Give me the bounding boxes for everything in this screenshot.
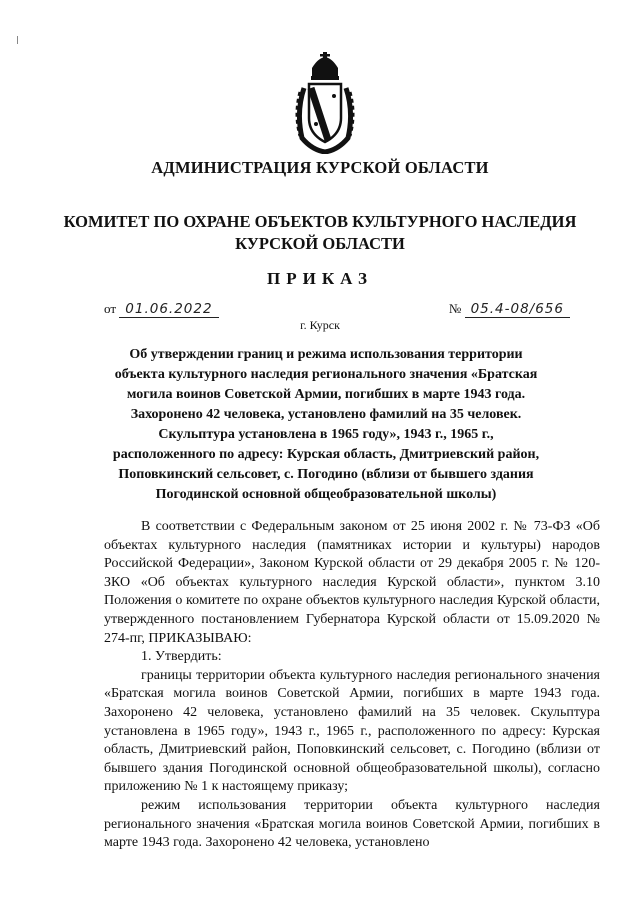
body-paragraph: границы территории объекта культурного наследия регионального значения «Братская могила воинов Советской Армии, погибших в марте 1943 года. Захоронено 42 человека, установлено фамилий на 35 человек. Скульптура установлена в 1965 году», 1943 г., 1965 г., расположенного по адресу: Курская область, Дмитриевский район, Поповкинский сельсовет, с. Погодино (вблизи от бывшего здания Погодинской основной общеобразовательной школы), согласно приложению № 1 к настоящему приказу; [104, 667, 600, 795]
committee-heading [0, 211, 640, 255]
body-paragraph: 1. Утвердить: [141, 649, 222, 665]
committee-heading-line2: КУРСКОЙ ОБЛАСТИ [235, 234, 405, 253]
number-prefix: № [448, 301, 462, 316]
body-paragraph: В соответствии с Федеральным законом от 25 июня 2002 г. № 73-ФЗ «Об объектах культурного наследия (памятниках истории и культуры) народов Российской Федерации», Законом Курской области от 29 декабря 2005 г. № 120-ЗКО «Об объектах культурного наследия Курской области», пунктом 3.10 Положения о комитете по охране объектов культурного наследия Курской области, утвержденного постановлением Губернатора Курской области от 15.09.2020 № 274-пг, ПРИКАЗЫВАЮ: [104, 519, 600, 646]
order-body [104, 518, 600, 853]
number-value: 05.4-08/656 [465, 301, 570, 318]
order-number [449, 301, 570, 317]
city-label: г. Курск [300, 318, 340, 332]
date-value: 01.06.2022 [119, 301, 218, 318]
order-date [104, 301, 219, 317]
body-paragraph: режим использования территории объекта культурного наследия регионального значения «Братская могила воинов Советской Армии, погибших в марте 1943 года. Захоронено 42 человека, установлено [104, 797, 600, 851]
date-prefix: от [104, 301, 117, 316]
order-title: Об утверждении границ и режима использования территории объекта культурного наследия регионального значения «Братская могила воинов Советской Армии, погибших в марте 1943 года. Захоронено 42 человека, установлено фамилий на 35 человек. Скульптура установлена в 1965 году», 1943 г., 1965 г., расположенного по адресу: Курская область, Дмитриевский район, Поповкинский сельсовет, с. Погодино (вблизи от бывшего здания Погодинской основной общеобразовательной школы) [112, 347, 540, 502]
document-type: ПРИКАЗ [267, 269, 373, 288]
scan-mark [17, 36, 18, 44]
coat-of-arms-icon [292, 52, 358, 154]
administration-heading: АДМИНИСТРАЦИЯ КУРСКОЙ ОБЛАСТИ [151, 158, 489, 177]
committee-heading-line1: КОМИТЕТ ПО ОХРАНЕ ОБЪЕКТОВ КУЛЬТУРНОГО НАСЛЕДИЯ [63, 212, 577, 231]
